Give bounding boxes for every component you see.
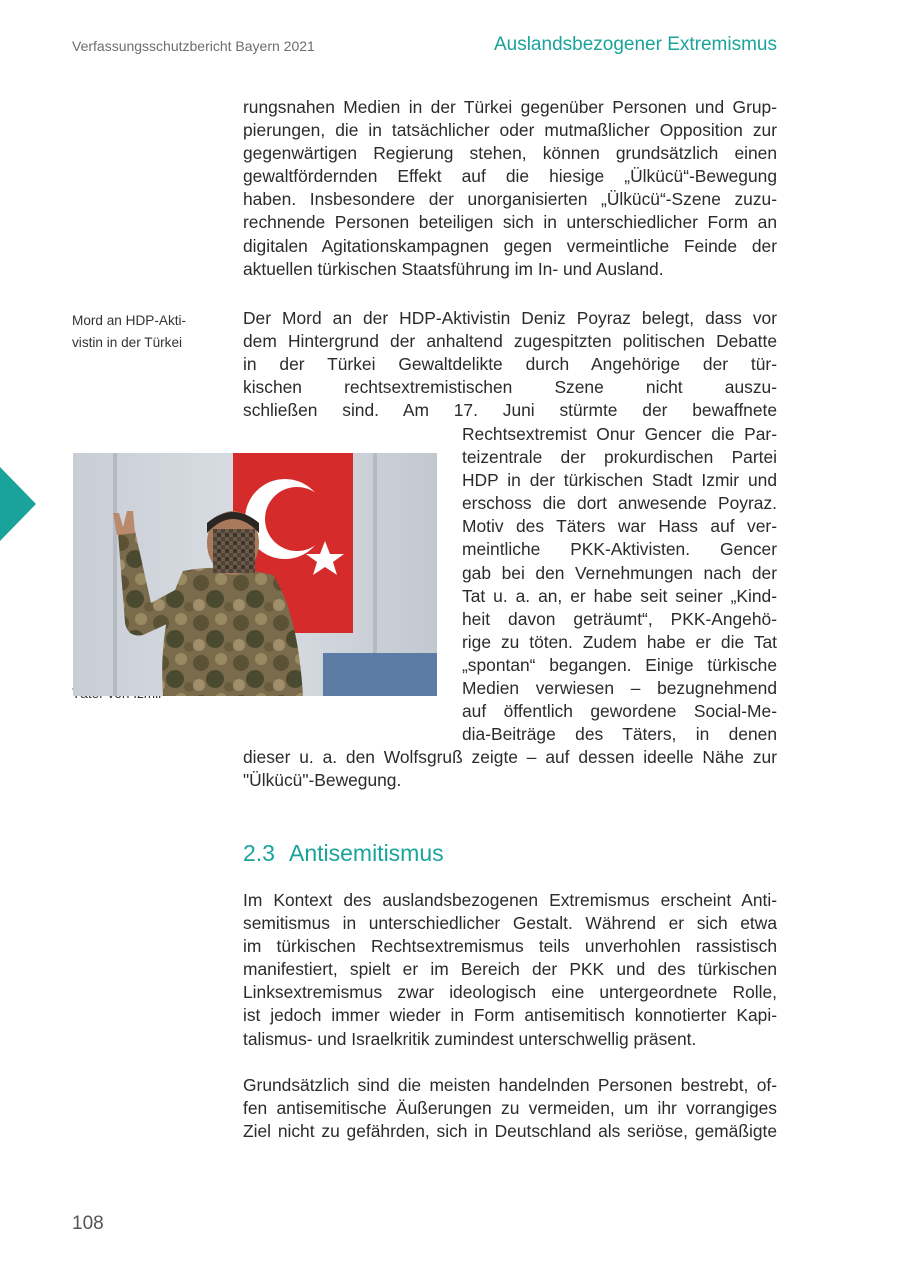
paragraph-2-wrapped [462,423,777,746]
text-line: manifestiert, spielt er im Bereich der PKK und des türkischen [243,959,777,980]
running-header-title: Verfassungsschutzbericht Bayern 2021 [72,38,315,54]
text-line: Linksextremismus zwar ideologisch eine untergeordnete Rolle, [243,982,777,1003]
section-number: 2.3 [243,840,275,866]
text-line: Tat u. a. an, er habe seit seiner „Kind- [462,585,777,606]
text-line: Rechtsextremist Onur Gencer die Par- [462,424,777,444]
text-line: Medien verwiesen – bezugnehmend [462,678,777,699]
paragraph-3 [243,889,777,1051]
text-line: Im Kontext des auslandsbezogenen Extremismus erscheint Anti- [243,890,777,910]
section-heading [243,840,444,867]
paragraph-2-top [243,307,777,422]
text-line: rungsnahen Medien in der Türkei gegenüber Personen und Grup- [243,97,777,117]
text-line: haben. Insbesondere der unorganisierten „Ülkücü“-Szene zuzu- [243,189,777,210]
text-line: HDP in der türkischen Stadt Izmir und [462,470,777,491]
text-line: gegenwärtigen Regierung stehen, können grundsätzlich einen [243,143,777,164]
margin-note-line: vistin in der Türkei [72,335,183,350]
text-line: pierungen, die in tatsächlicher oder mutmaßlicher Opposition zur [243,120,777,141]
text-line: fen antisemitische Äußerungen zu vermeiden, um ihr vorrangiges [243,1098,777,1119]
text-line: im türkischen Rechtsextremismus teils unverhohlen rassistisch [243,936,777,957]
paragraph-2-end [243,746,777,792]
text-line: erschoss die dort anwesende Poyraz. [462,493,777,514]
text-line: gab bei den Vernehmungen nach der [462,562,777,583]
section-title: Antisemitismus [288,840,444,866]
text-line: dem Hintergrund der anhaltend zugespitzten politischen Debatte [243,331,777,352]
text-line: ist jedoch immer wieder in Form antisemitisch konnotierter Kapi- [243,1005,777,1026]
text-line: Ziel nicht zu gefährden, sich in Deutschland als seriöse, gemäßigte [243,1121,777,1142]
text-line: auf öffentlich gewordene Social-Me- [462,701,777,722]
running-header-chapter: Auslandsbezogener Extremismus [493,34,777,55]
text-line: dia-Beiträge des Täters, in denen [462,724,777,745]
text-line: aktuellen türkischen Staatsführung im In- und Ausland. [243,258,664,279]
text-line: "Ülkücü"-Bewegung. [243,770,402,791]
text-line: gewaltfördernden Effekt auf die hiesige „Ülkücü“-Bewegung [243,166,777,187]
text-line: Motiv des Täters war Hass auf ver- [462,516,777,537]
text-line: teizentrale der prokurdischen Partei [462,447,777,468]
text-line: talismus- und Israelkritik zumindest unterschwellig präsent. [243,1028,697,1049]
text-line: kischen rechtsextremistischen Szene nicht auszu- [243,377,777,398]
text-line: schließen sind. Am 17. Juni stürmte der bewaffnete [243,400,777,421]
text-line: rige zu töten. Zudem habe er die Tat [462,631,777,652]
page-number: 108 [72,1213,104,1234]
text-line: meintliche PKK-Aktivisten. Gencer [462,539,777,560]
text-line: dieser u. a. den Wolfsgruß zeigte – auf dessen ideelle Nähe zur [243,747,777,767]
text-line: „spontan“ begangen. Einige türkische [462,654,777,675]
text-line: digitalen Agitationskampagnen gegen vermeintliche Feinde der [243,235,777,256]
text-line: heit davon geträumt“, PKK-Angehö- [462,608,777,629]
text-line: Grundsätzlich sind die meisten handelnden Personen bestrebt, of- [243,1075,777,1095]
text-line: Der Mord an der HDP-Aktivistin Deniz Poyraz belegt, dass vor [243,308,777,328]
paragraph-1 [243,96,777,281]
text-line: rechnende Personen beteiligen sich in unterschiedlicher Form an [243,212,777,233]
text-line: in der Türkei Gewaltdelikte durch Angehörige der tür- [243,354,777,375]
chapter-tab-marker [0,467,36,541]
text-line: semitismus in unterschiedlicher Gestalt. Während er sich etwa [243,913,777,934]
perpetrator-photo [73,453,437,696]
margin-note-line: Mord an HDP-Akti- [72,313,187,328]
paragraph-4 [243,1074,777,1143]
margin-note [72,310,186,354]
